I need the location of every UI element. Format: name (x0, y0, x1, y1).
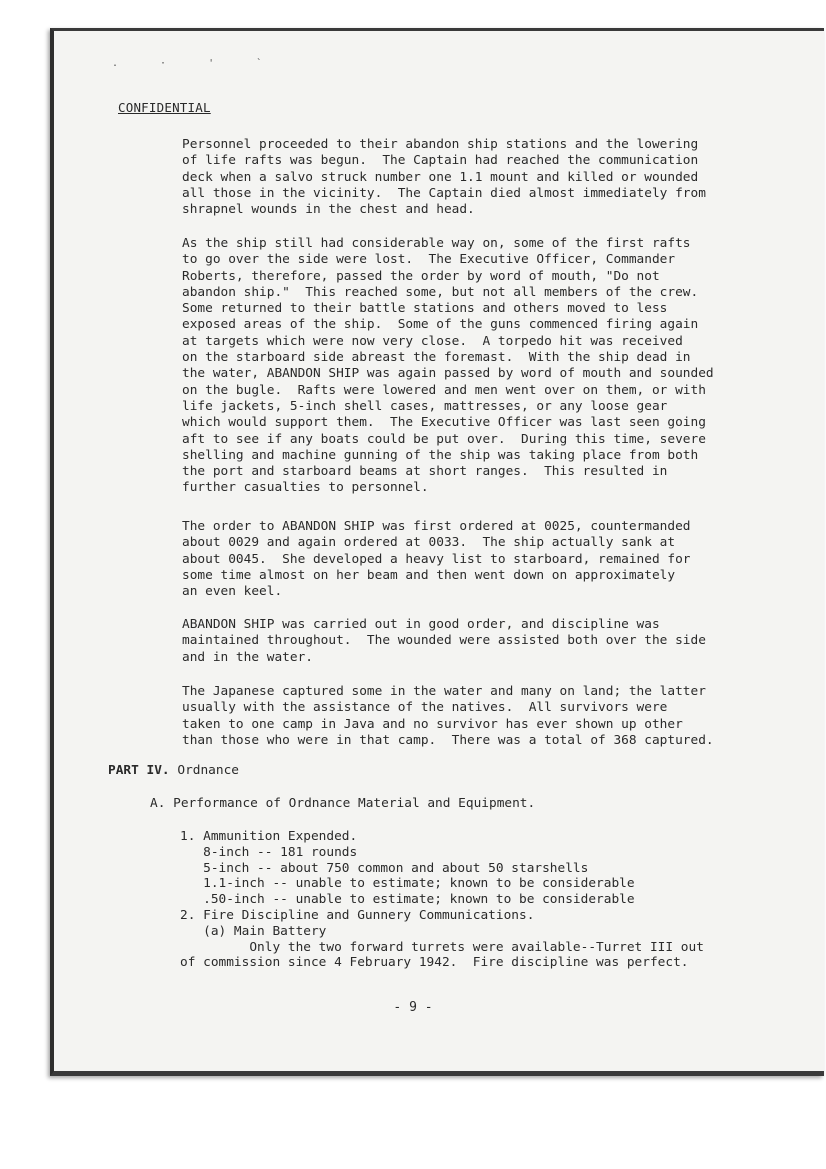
text-line: Some returned to their battle stations and others moved to less (182, 301, 668, 317)
text-line: abandon ship." This reached some, but not all members of the crew. (182, 284, 699, 300)
text-line: some time almost on her beam and then went down on approximately (182, 567, 676, 583)
paragraph-3 (182, 519, 762, 600)
text-line: than those who were in that camp. There was a total of 368 captured. (182, 732, 714, 748)
text-line: and in the water. (182, 649, 313, 665)
text-line: usually with the assistance of the natives. All survivors were (182, 700, 668, 716)
text-line: aft to see if any boats could be put over. During this time, severe (182, 431, 706, 447)
text-line: The order to ABANDON SHIP was first ordered at 0025, countermanded (182, 519, 691, 534)
text-line: the port and starboard beams at short ranges. This resulted in (182, 464, 668, 480)
text-line: life jackets, 5-inch shell cases, mattresses, or any loose gear (182, 398, 668, 414)
page-number: - 9 - (393, 1000, 433, 1015)
text-line: which would support them. The Executive Officer was last seen going (182, 415, 706, 431)
list-item: 8-inch -- 181 rounds (180, 844, 358, 860)
text-line: on the bugle. Rafts were lowered and men went over on them, or with (182, 382, 706, 398)
text-line: shrapnel wounds in the chest and head. (182, 202, 475, 218)
paragraph-4 (182, 617, 762, 666)
scan-specks: . · ' ` (112, 58, 281, 69)
text-line: all those in the vicinity. The Captain died almost immediately from (182, 185, 706, 201)
list-item: 2. Fire Discipline and Gunnery Communications. (180, 907, 535, 923)
ordnance-list (180, 829, 704, 971)
list-item: 1. Ammunition Expended. (180, 829, 358, 844)
paragraph-2 (182, 236, 762, 497)
text-line: at targets which were now very close. A torpedo hit was received (182, 333, 683, 349)
text-line: shelling and machine gunning of the ship was taking place from both (182, 447, 699, 463)
classification-header: CONFIDENTIAL (118, 100, 211, 115)
text-line: ABANDON SHIP was carried out in good order, and discipline was (182, 617, 660, 632)
part-heading (108, 763, 239, 779)
text-line: maintained throughout. The wounded were assisted both over the side (182, 633, 706, 649)
text-line: on the starboard side abreast the foremast. With the ship dead in (182, 350, 691, 366)
list-item: 5-inch -- about 750 common and about 50 starshells (180, 860, 589, 876)
list-item: (a) Main Battery (180, 923, 327, 939)
text-line: exposed areas of the ship. Some of the guns commenced firing again (182, 317, 699, 333)
part-title: Ordnance (177, 763, 239, 778)
text-line: about 0045. She developed a heavy list to starboard, remained for (182, 551, 691, 567)
text-line: of life rafts was begun. The Captain had reached the communication (182, 153, 699, 169)
paragraph-1 (182, 137, 762, 218)
text-line: an even keel. (182, 584, 283, 600)
text-line: to go over the side were lost. The Executive Officer, Commander (182, 252, 676, 268)
text-line: The Japanese captured some in the water and many on land; the latter (182, 684, 706, 699)
text-line: about 0029 and again ordered at 0033. The ship actually sank at (182, 535, 676, 551)
text-line: As the ship still had considerable way on, some of the first rafts (182, 236, 691, 251)
text-line: Roberts, therefore, passed the order by word of mouth, "Do not (182, 268, 660, 284)
text-line: further casualties to personnel. (182, 480, 429, 496)
list-item: 1.1-inch -- unable to estimate; known to be considerable (180, 876, 635, 892)
text-line: the water, ABANDON SHIP was again passed by word of mouth and sounded (182, 366, 714, 382)
part-label: PART IV. (108, 763, 170, 778)
text-line: taken to one camp in Java and no survivor has ever shown up other (182, 716, 683, 732)
list-item: of commission since 4 February 1942. Fire discipline was perfect. (180, 955, 689, 971)
text-line: deck when a salvo struck number one 1.1 mount and killed or wounded (182, 169, 699, 185)
text-line: Personnel proceeded to their abandon ship stations and the lowering (182, 137, 699, 152)
section-a-heading: A. Performance of Ordnance Material and Equipment. (150, 796, 536, 811)
paragraph-5 (182, 684, 762, 749)
list-item: .50-inch -- unable to estimate; known to be considerable (180, 892, 635, 908)
list-item: Only the two forward turrets were available--Turret III out (180, 939, 704, 955)
